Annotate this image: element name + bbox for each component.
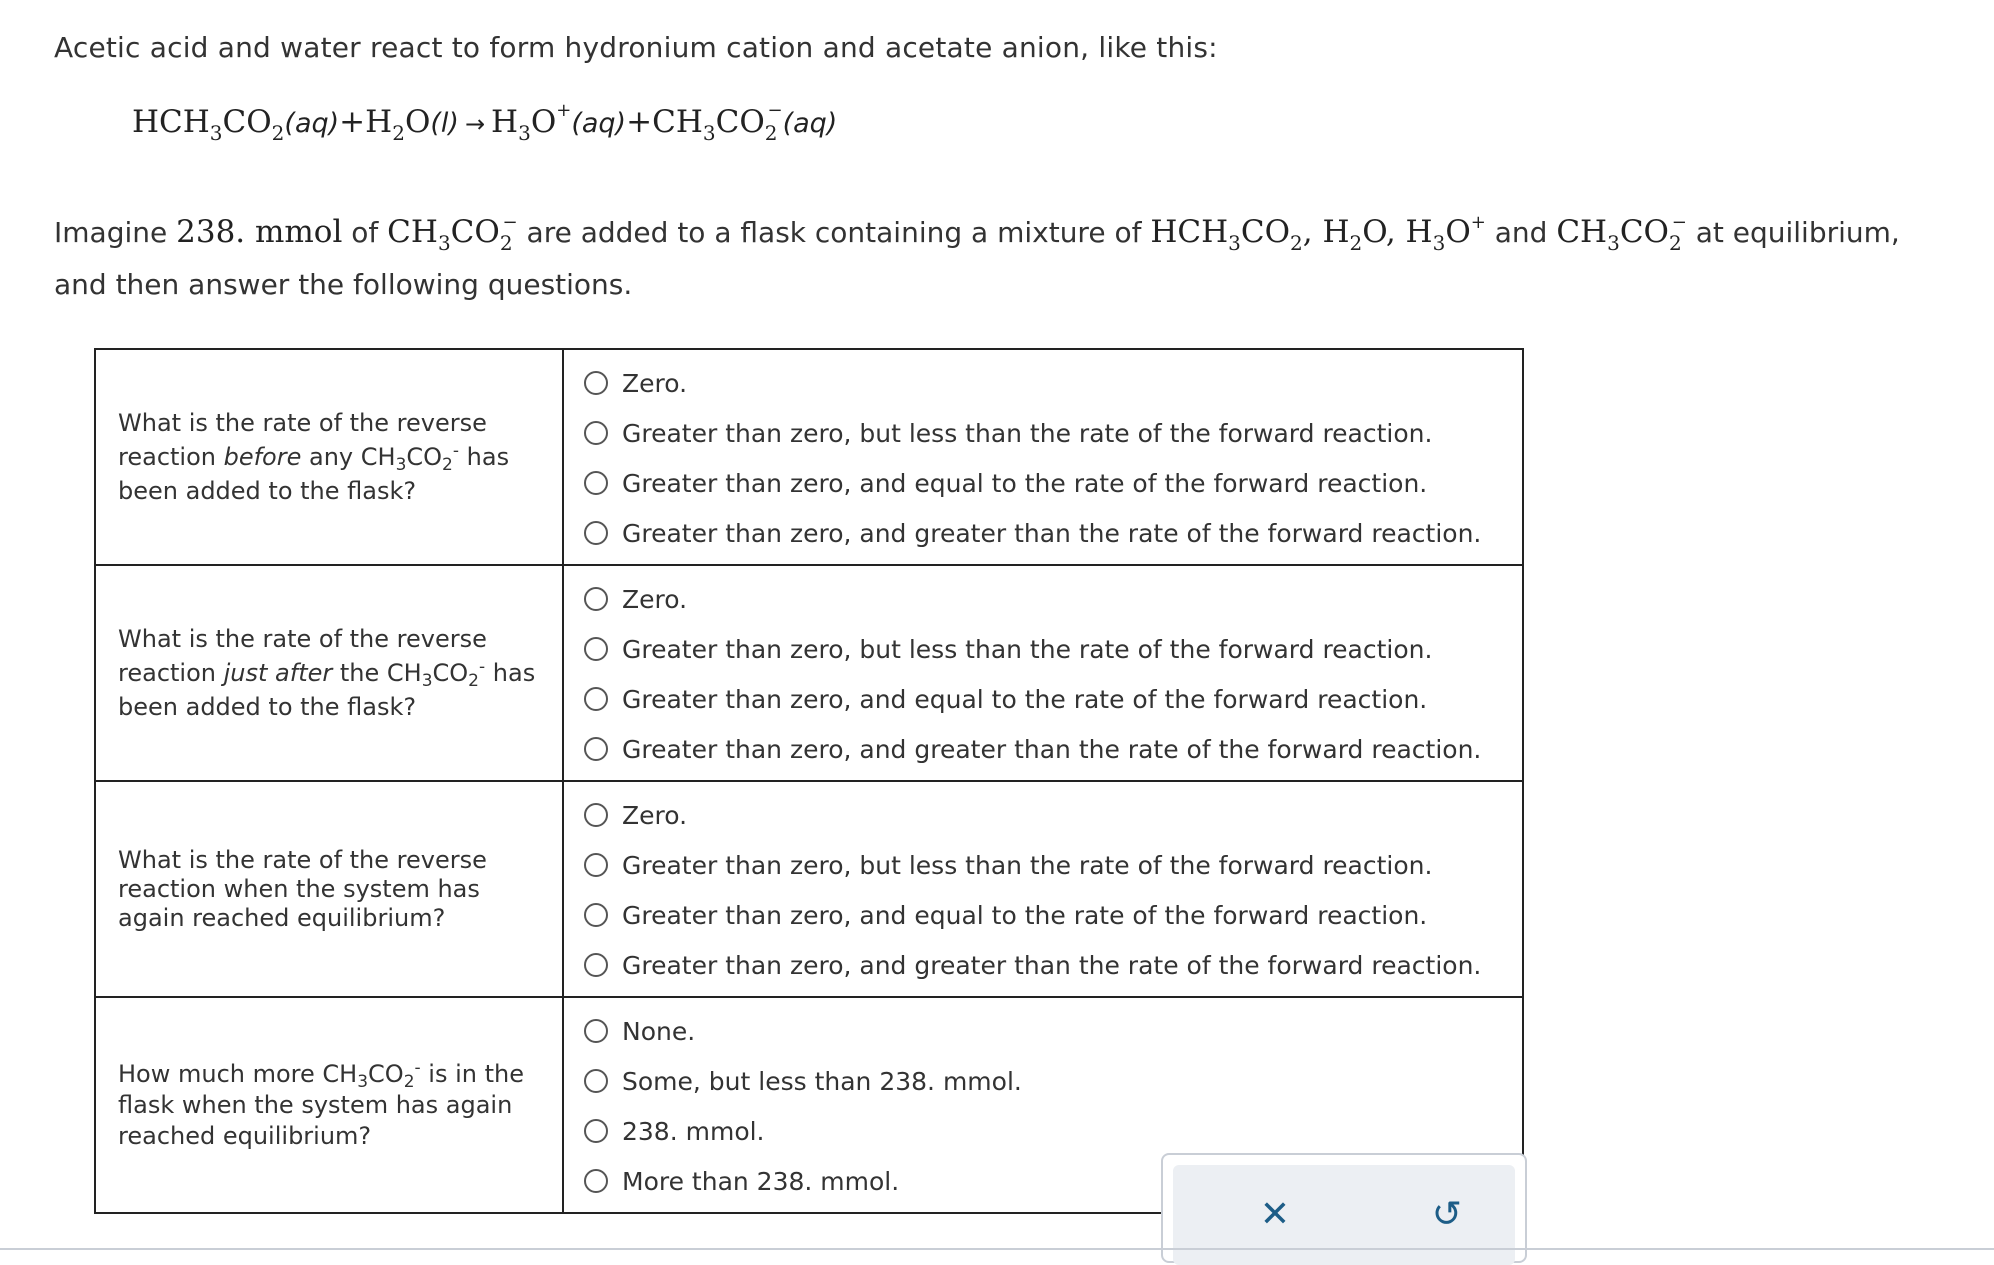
- radio-button[interactable]: [584, 1169, 608, 1193]
- answer-toolbar-panel: [1173, 1165, 1515, 1265]
- question-3-text: What is the rate of the reverse reaction when the system has again reached equilibrium?: [95, 781, 563, 997]
- radio-button[interactable]: [584, 687, 608, 711]
- answer-toolbar: [1161, 1153, 1527, 1263]
- question-3-options: [563, 781, 1523, 997]
- option-q1-3[interactable]: Greater than zero, and equal to the rate of the forward reaction.: [564, 458, 1522, 508]
- option-q1-4[interactable]: Greater than zero, and greater than the rate of the forward reaction.: [564, 508, 1522, 558]
- clear-button[interactable]: [1253, 1193, 1297, 1237]
- option-q2-1[interactable]: Zero.: [564, 574, 1522, 624]
- radio-button[interactable]: [584, 471, 608, 495]
- radio-button[interactable]: [584, 1019, 608, 1043]
- option-q3-4[interactable]: Greater than zero, and greater than the rate of the forward reaction.: [564, 940, 1522, 990]
- question-1-options: [563, 349, 1523, 565]
- question-row: [95, 349, 1523, 565]
- radio-button[interactable]: [584, 1069, 608, 1093]
- radio-button[interactable]: [584, 803, 608, 827]
- option-q1-1[interactable]: Zero.: [564, 358, 1522, 408]
- radio-button[interactable]: [584, 853, 608, 877]
- question-row: [95, 565, 1523, 781]
- option-q1-2[interactable]: Greater than zero, but less than the rate of the forward reaction.: [564, 408, 1522, 458]
- option-q2-3[interactable]: Greater than zero, and equal to the rate of the forward reaction.: [564, 674, 1522, 724]
- problem-statement: Imagine 238. mmol of $CH_3CO_2^-$ are added to a flask containing a mixture of $HCH_3CO_2$, $H_2O$, $H_3O^+$ and $CH_3CO_2^-$ at equilibrium, and then answer the following questions.: [54, 212, 1900, 301]
- option-q4-3[interactable]: 238. mmol.: [564, 1106, 1522, 1156]
- option-q3-1[interactable]: Zero.: [564, 790, 1522, 840]
- option-q2-4[interactable]: Greater than zero, and greater than the rate of the forward reaction.: [564, 724, 1522, 774]
- question-row: [95, 781, 1523, 997]
- option-q2-2[interactable]: Greater than zero, but less than the rate of the forward reaction.: [564, 624, 1522, 674]
- reaction-arrow: →: [464, 110, 486, 138]
- undo-button[interactable]: [1425, 1193, 1469, 1237]
- option-q4-4[interactable]: More than 238. mmol.: [564, 1156, 1522, 1206]
- radio-button[interactable]: [584, 587, 608, 611]
- undo-icon: ↺: [1431, 1194, 1463, 1235]
- intro-text: Acetic acid and water react to form hydronium cation and acetate anion, like this:: [54, 31, 1218, 64]
- option-q3-3[interactable]: Greater than zero, and equal to the rate of the forward reaction.: [564, 890, 1522, 940]
- radio-button[interactable]: [584, 1119, 608, 1143]
- radio-button[interactable]: [584, 737, 608, 761]
- radio-button[interactable]: [584, 637, 608, 661]
- radio-button[interactable]: [584, 371, 608, 395]
- question-2-options: [563, 565, 1523, 781]
- radio-button[interactable]: [584, 903, 608, 927]
- option-q4-1[interactable]: None.: [564, 1006, 1522, 1056]
- radio-button[interactable]: [584, 953, 608, 977]
- option-q3-2[interactable]: Greater than zero, but less than the rate of the forward reaction.: [564, 840, 1522, 890]
- option-q4-2[interactable]: Some, but less than 238. mmol.: [564, 1056, 1522, 1106]
- radio-button[interactable]: [584, 521, 608, 545]
- question-table: [94, 348, 1524, 1214]
- question-1-text: What is the rate of the reverse reaction before any $CH_3CO_2^-$ has been added to the flask?: [95, 349, 563, 565]
- radio-button[interactable]: [584, 421, 608, 445]
- reaction-equation: $HCH_3CO_2(aq)+H_2O(l) \to H_3O^+(aq)+CH_3CO_2^-(aq)$: [132, 100, 838, 145]
- question-4-text: How much more $CH_3CO_2^-$ is in the flask when the system has again reached equilibrium?: [95, 997, 563, 1213]
- close-icon: ✕: [1259, 1194, 1291, 1235]
- question-2-text: What is the rate of the reverse reaction just after the $CH_3CO_2^-$ has been added to the flask?: [95, 565, 563, 781]
